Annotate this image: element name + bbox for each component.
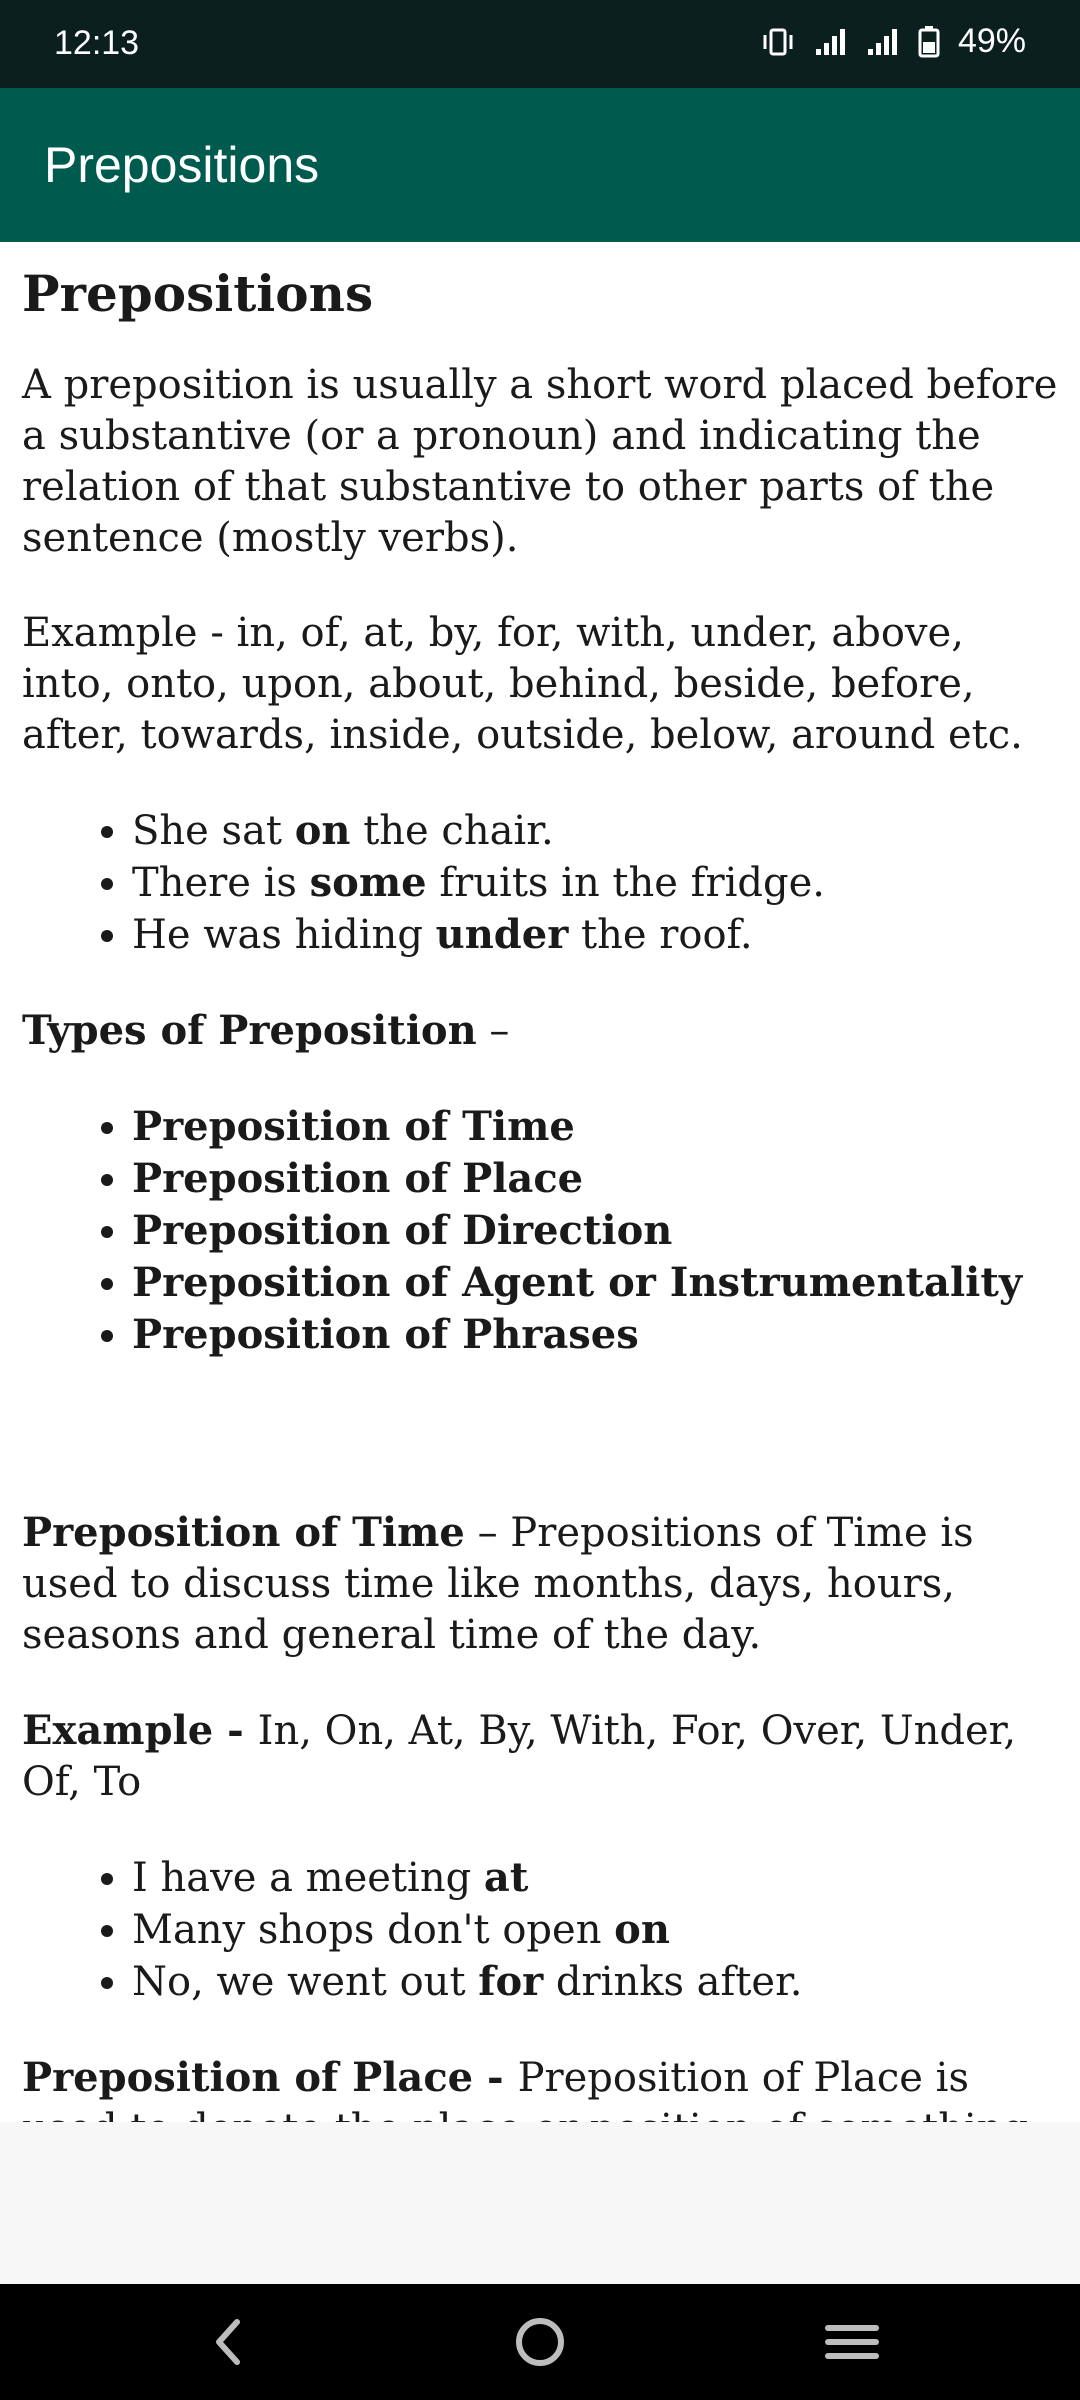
recents-icon[interactable] (822, 2312, 882, 2372)
list-item: • Preposition of Time (132, 1101, 1058, 1153)
place-paragraph: Preposition of Place - Preposition of Place is (22, 2054, 969, 2101)
battery-percent: 49% (957, 22, 1026, 60)
list-item: • Preposition of Place (132, 1153, 1058, 1205)
types-list (22, 1101, 1058, 1361)
status-icons (760, 22, 1026, 61)
status-bar (0, 0, 1080, 88)
list-item: • Preposition of Direction (132, 1205, 1058, 1257)
example-paragraph: Example - in, of, at, by, for, with, under, above, into, onto, upon, about, behind, beside, before, after, towards, inside, outside, below, around etc. (22, 610, 1023, 758)
list-item: • I have a meeting at (132, 1852, 1058, 1904)
time-paragraph: Preposition of Time – Prepositions of Time is used to discuss time like months, days, hours, seasons and general time of the day. (22, 1509, 974, 1658)
app-bar (0, 88, 1080, 242)
list-item: • She sat on the chair. (132, 805, 1058, 857)
back-icon[interactable] (197, 2312, 257, 2372)
list-item: • Preposition of Phrases (132, 1309, 1058, 1361)
list-item: • Many shops don't open on (132, 1904, 1058, 1956)
signal-icon-2 (866, 27, 900, 57)
time-example: Example - In, On, At, By, With, For, Over, Under, Of, To (22, 1707, 1017, 1805)
bottom-panel (0, 2122, 1080, 2284)
battery-icon (918, 26, 940, 58)
list-item: • Preposition of Agent or Instrumentality (132, 1257, 1058, 1309)
signal-icon (814, 27, 848, 57)
home-icon[interactable] (510, 2312, 570, 2372)
spacer (22, 1405, 1058, 1507)
vibrate-icon (760, 27, 796, 57)
example-list (22, 805, 1058, 961)
app-title: Prepositions (44, 137, 320, 193)
types-heading: Types of Preposition – (22, 1007, 510, 1054)
article-heading: Prepositions (22, 264, 374, 323)
list-item: • There is some fruits in the fridge. (132, 857, 1058, 909)
time-example-list (22, 1852, 1058, 2008)
list-item: • He was hiding under the roof. (132, 909, 1058, 961)
article-view[interactable] (0, 242, 1080, 2122)
navigation-bar (0, 2284, 1080, 2400)
list-item: • No, we went out for drinks after. (132, 1956, 1058, 2008)
status-time: 12:13 (54, 24, 140, 62)
intro-paragraph: A preposition is usually a short word placed before a substantive (or a pronoun) and indicating the relation of that substantive to other parts of the sentence (mostly verbs). (22, 362, 1058, 561)
